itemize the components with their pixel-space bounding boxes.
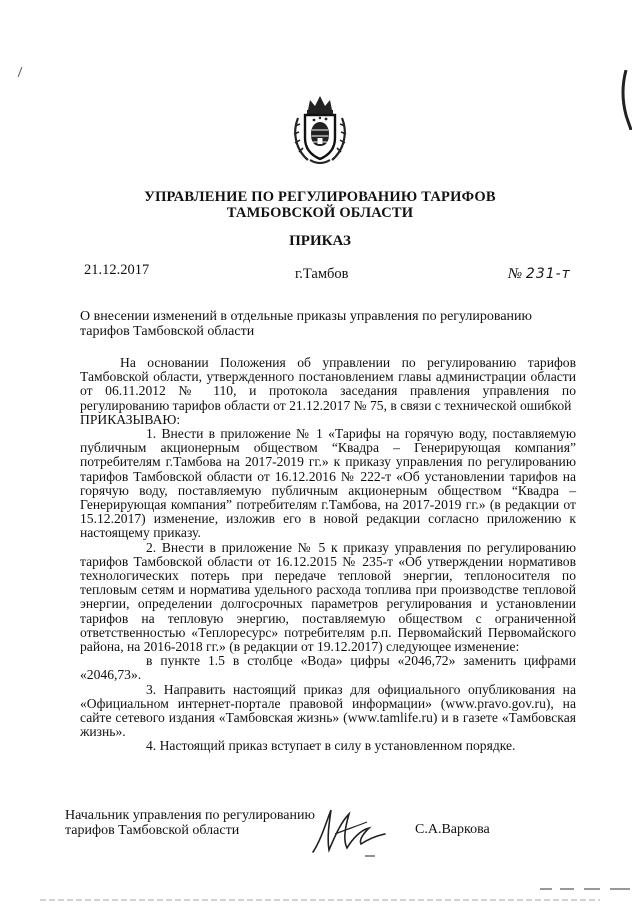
- handwritten-number: 231-т: [525, 266, 571, 282]
- organization-name-line1: УПРАВЛЕНИЕ ПО РЕГУЛИРОВАНИЮ ТАРИФОВ: [144, 189, 496, 205]
- document-date: 21.12.2017: [84, 262, 150, 278]
- item-1-paragraph: 1. Внести в приложение № 1 «Тарифы на горячую воду, поставляемую публичным акционерным обществом “Квадра – Генерирующая компания” потребителям г.Тамбова на 2017-2019 гг.» к приказу управления по регулированию тарифов Тамбовской области от 16.12.2016 № 222-т «Об установлении тарифов на горячую воду, поставляемую публичным акционерным обществом “Квадра – Генерирующая компания” потребителям г.Тамбова, на 2017-2019 гг.» (в редакции от 15.12.2017) изменение, изложив его в новой редакции согласно приложению к настоящему приказу.: [80, 426, 576, 541]
- decree-word: ПРИКАЗЫВАЮ:: [80, 411, 181, 427]
- document-number: [508, 266, 571, 283]
- organization-name-line2: ТАМБОВСКОЙ ОБЛАСТИ: [226, 205, 414, 221]
- item-2-change-paragraph: в пункте 1.5 в столбце «Вода» цифры «2046,72» заменить цифрами «2046,73».: [80, 653, 576, 683]
- item-3-paragraph: 3. Направить настоящий приказ для официального опубликования на «Официальном интернет-портале правовой информации» (www.pravo.gov.ru), на сайте сетевого издания «Тамбовская жизнь» (www.tamlife.ru) и в газете «Тамбовская жизнь».: [80, 681, 576, 740]
- scan-bottom-edge: [40, 898, 600, 902]
- preamble-paragraph: На основании Положения об управлении по регулированию тарифов Тамбовской области, утвержденного постановлением главы администрации области от 06.11.2012 № 110, и протокола заседания правления управления по регулированию тарифов области от 21.12.2017 № 75, в связи с технической ошибкой: [80, 355, 576, 413]
- signatory-name: С.А.Варкова: [415, 822, 490, 837]
- item-4-paragraph: 4. Настоящий приказ вступает в силу в установленном порядке.: [146, 738, 516, 754]
- signatory-position: [65, 808, 315, 838]
- document-type-title: ПРИКАЗ: [289, 233, 351, 249]
- handwritten-signature: [305, 800, 395, 860]
- signatory-position-line1: Начальник управления по регулированию: [65, 808, 315, 823]
- tambov-coat-of-arms-emblem: [290, 88, 350, 168]
- scan-edge-dashes: [540, 886, 630, 892]
- signatory-position-line2: тарифов Тамбовской области: [65, 823, 240, 838]
- scan-mark: [16, 66, 24, 78]
- item-2-paragraph: 2. Внести в приложение № 5 к приказу управления по регулированию тарифов Тамбовской области от 16.12.2015 № 235-т «Об утверждении нормативов технологических потерь при передаче тепловой энергии, теплоносителя по тепловым сетям и норматива удельного расхода топлива при производстве тепловой энергии, определении долгосрочных параметров регулирования и установлении тарифов на тепловую энергию, поставляемую обществом с ограниченной ответственностью «Теплоресурс» потребителям р.п. Первомайский Первомайского района, на 2016-2018 гг.» (в редакции от 19.12.2017) следующее изменение:: [80, 539, 576, 655]
- document-city: г.Тамбов: [295, 266, 349, 282]
- scan-edge-mark: [620, 70, 632, 130]
- document-subject: О внесении изменений в отдельные приказы управления по регулированию тарифов Тамбовской области: [80, 309, 532, 339]
- number-prefix: №: [508, 266, 523, 282]
- document-body: [80, 356, 576, 754]
